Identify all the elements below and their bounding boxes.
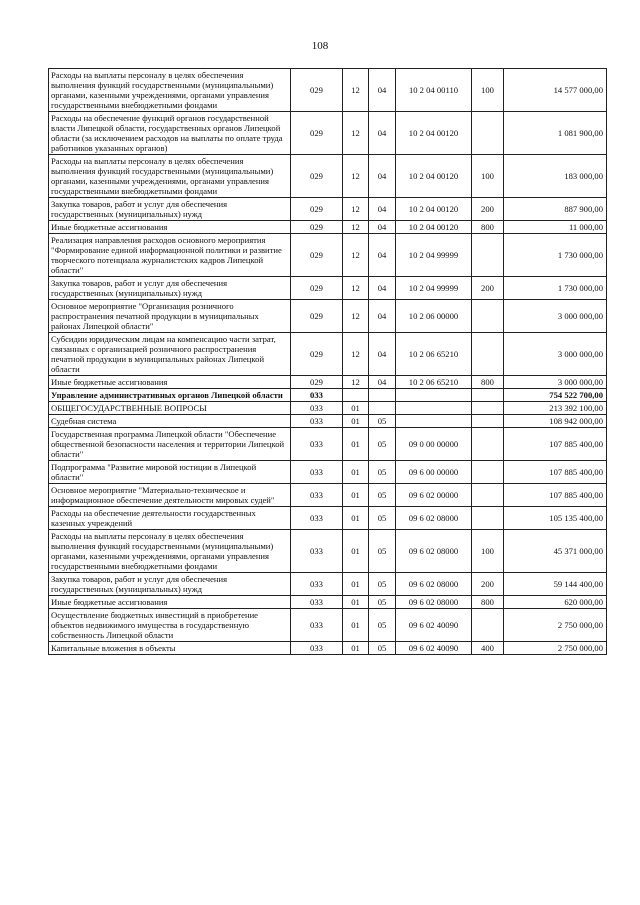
row-section-code-cell: 12 — [343, 234, 369, 277]
row-amount-cell: 3 000 000,00 — [504, 333, 607, 376]
row-expense-type-cell — [472, 415, 504, 428]
row-amount-cell: 107 885 400,00 — [504, 461, 607, 484]
row-section-code-cell: 01 — [343, 609, 369, 642]
row-amount-cell: 887 900,00 — [504, 198, 607, 221]
row-target-article-cell: 10 2 04 00120 — [396, 198, 472, 221]
row-name-cell: Основное мероприятие "Материально-техническое и информационное обеспечение деятельности мировых судей" — [49, 484, 291, 507]
table-row — [49, 461, 607, 484]
row-amount-cell: 108 942 000,00 — [504, 415, 607, 428]
row-section-code-cell: 01 — [343, 507, 369, 530]
row-section-code-cell: 01 — [343, 415, 369, 428]
row-subsection-code-cell: 04 — [369, 234, 396, 277]
row-amount-cell: 107 885 400,00 — [504, 428, 607, 461]
row-subsection-code-cell: 04 — [369, 333, 396, 376]
row-name-cell: Иные бюджетные ассигнования — [49, 596, 291, 609]
row-ministry-code-cell: 033 — [291, 507, 343, 530]
row-name-cell: Расходы на обеспечение функций органов государственной власти Липецкой области, государственных органов Липецкой области (за исключением расходов на выплаты по оплате труда работников указанных органов) — [49, 112, 291, 155]
row-ministry-code-cell: 033 — [291, 609, 343, 642]
row-expense-type-cell: 100 — [472, 530, 504, 573]
table-row — [49, 277, 607, 300]
row-target-article-cell: 09 0 00 00000 — [396, 428, 472, 461]
row-name-cell: Судебная система — [49, 415, 291, 428]
row-target-article-cell: 09 6 02 40090 — [396, 609, 472, 642]
table-row — [49, 642, 607, 655]
row-ministry-code-cell: 029 — [291, 277, 343, 300]
table-row — [49, 530, 607, 573]
row-expense-type-cell — [472, 484, 504, 507]
row-expense-type-cell: 200 — [472, 198, 504, 221]
row-subsection-code-cell — [369, 402, 396, 415]
row-ministry-code-cell: 029 — [291, 376, 343, 389]
row-name-cell: Иные бюджетные ассигнования — [49, 221, 291, 234]
row-section-code-cell: 12 — [343, 333, 369, 376]
row-subsection-code-cell: 04 — [369, 69, 396, 112]
row-ministry-code-cell: 029 — [291, 300, 343, 333]
table-row — [49, 300, 607, 333]
table-row — [49, 69, 607, 112]
row-subsection-code-cell: 05 — [369, 596, 396, 609]
row-subsection-code-cell: 05 — [369, 573, 396, 596]
table-row — [49, 155, 607, 198]
row-target-article-cell: 10 2 04 00110 — [396, 69, 472, 112]
row-subsection-code-cell: 05 — [369, 609, 396, 642]
row-amount-cell: 213 392 100,00 — [504, 402, 607, 415]
row-section-code-cell: 12 — [343, 112, 369, 155]
table-row — [49, 609, 607, 642]
row-expense-type-cell — [472, 300, 504, 333]
row-target-article-cell: 10 2 06 65210 — [396, 376, 472, 389]
row-ministry-code-cell: 033 — [291, 428, 343, 461]
row-amount-cell: 1 730 000,00 — [504, 234, 607, 277]
row-amount-cell: 107 885 400,00 — [504, 484, 607, 507]
row-expense-type-cell — [472, 609, 504, 642]
row-expense-type-cell — [472, 507, 504, 530]
page-number: 108 — [311, 40, 329, 52]
row-amount-cell: 620 000,00 — [504, 596, 607, 609]
row-name-cell: Закупка товаров, работ и услуг для обеспечения государственных (муниципальных) нужд — [49, 198, 291, 221]
table-row — [49, 112, 607, 155]
row-amount-cell: 1 730 000,00 — [504, 277, 607, 300]
row-expense-type-cell: 400 — [472, 642, 504, 655]
row-section-code-cell: 12 — [343, 277, 369, 300]
row-section-code-cell: 01 — [343, 402, 369, 415]
row-name-cell: ОБЩЕГОСУДАРСТВЕННЫЕ ВОПРОСЫ — [49, 402, 291, 415]
row-amount-cell: 105 135 400,00 — [504, 507, 607, 530]
table-row — [49, 596, 607, 609]
row-amount-cell: 754 522 700,00 — [504, 389, 607, 402]
row-subsection-code-cell: 04 — [369, 198, 396, 221]
row-subsection-code-cell: 05 — [369, 507, 396, 530]
table-row — [49, 198, 607, 221]
row-expense-type-cell: 800 — [472, 376, 504, 389]
table-row — [49, 234, 607, 277]
row-amount-cell: 14 577 000,00 — [504, 69, 607, 112]
row-expense-type-cell — [472, 234, 504, 277]
row-name-cell: Расходы на выплаты персоналу в целях обеспечения выполнения функций государственными (муниципальными) органами, казенными учреждениями, органами управления государственными внебюджетными фондами — [49, 69, 291, 112]
row-expense-type-cell — [472, 461, 504, 484]
row-target-article-cell — [396, 389, 472, 402]
row-name-cell: Осуществление бюджетных инвестиций в приобретение объектов недвижимого имущества в государственную собственность Липецкой области — [49, 609, 291, 642]
row-name-cell: Реализация направления расходов основного мероприятия "Формирование единой информационной политики и развитие творческого потенциала журналистских кадров Липецкой области" — [49, 234, 291, 277]
table-row — [49, 389, 607, 402]
row-ministry-code-cell: 033 — [291, 461, 343, 484]
row-name-cell: Основное мероприятие "Организация розничного распространения печатной продукции в муниципальных районах Липецкой области" — [49, 300, 291, 333]
row-ministry-code-cell: 033 — [291, 415, 343, 428]
row-ministry-code-cell: 033 — [291, 389, 343, 402]
row-section-code-cell: 12 — [343, 198, 369, 221]
row-section-code-cell: 12 — [343, 69, 369, 112]
row-amount-cell: 11 000,00 — [504, 221, 607, 234]
row-target-article-cell: 10 2 06 65210 — [396, 333, 472, 376]
row-subsection-code-cell: 05 — [369, 428, 396, 461]
row-subsection-code-cell: 05 — [369, 415, 396, 428]
row-subsection-code-cell: 04 — [369, 300, 396, 333]
row-target-article-cell: 10 2 04 99999 — [396, 234, 472, 277]
row-name-cell: Закупка товаров, работ и услуг для обеспечения государственных (муниципальных) нужд — [49, 277, 291, 300]
row-ministry-code-cell: 029 — [291, 333, 343, 376]
row-name-cell: Государственная программа Липецкой области "Обеспечение общественной безопасности населения и территории Липецкой области" — [49, 428, 291, 461]
row-section-code-cell: 01 — [343, 573, 369, 596]
table-row — [49, 507, 607, 530]
row-ministry-code-cell: 029 — [291, 112, 343, 155]
row-name-cell: Расходы на обеспечение деятельности государственных казенных учреждений — [49, 507, 291, 530]
row-amount-cell: 2 750 000,00 — [504, 609, 607, 642]
row-section-code-cell: 12 — [343, 376, 369, 389]
row-expense-type-cell: 100 — [472, 69, 504, 112]
row-ministry-code-cell: 029 — [291, 69, 343, 112]
row-target-article-cell: 10 2 04 00120 — [396, 155, 472, 198]
budget-table — [48, 68, 607, 655]
row-expense-type-cell: 800 — [472, 596, 504, 609]
row-target-article-cell: 09 6 02 08000 — [396, 573, 472, 596]
table-row — [49, 402, 607, 415]
row-expense-type-cell — [472, 428, 504, 461]
row-subsection-code-cell: 04 — [369, 221, 396, 234]
row-amount-cell: 1 081 900,00 — [504, 112, 607, 155]
row-section-code-cell: 12 — [343, 221, 369, 234]
table-row — [49, 415, 607, 428]
row-subsection-code-cell — [369, 389, 396, 402]
row-target-article-cell: 09 6 02 08000 — [396, 507, 472, 530]
row-target-article-cell: 10 2 04 00120 — [396, 112, 472, 155]
row-target-article-cell: 10 2 04 00120 — [396, 221, 472, 234]
row-section-code-cell: 12 — [343, 300, 369, 333]
row-name-cell: Подпрограмма "Развитие мировой юстиции в Липецкой области" — [49, 461, 291, 484]
row-target-article-cell — [396, 415, 472, 428]
table-row — [49, 428, 607, 461]
row-target-article-cell: 09 6 00 00000 — [396, 461, 472, 484]
row-section-code-cell: 01 — [343, 484, 369, 507]
row-section-code-cell: 12 — [343, 155, 369, 198]
table-row — [49, 484, 607, 507]
row-section-code-cell: 01 — [343, 428, 369, 461]
row-ministry-code-cell: 033 — [291, 642, 343, 655]
row-section-code-cell: 01 — [343, 642, 369, 655]
table-row — [49, 376, 607, 389]
row-ministry-code-cell: 033 — [291, 402, 343, 415]
row-target-article-cell: 09 6 02 00000 — [396, 484, 472, 507]
row-ministry-code-cell: 033 — [291, 596, 343, 609]
row-target-article-cell: 09 6 02 08000 — [396, 596, 472, 609]
row-expense-type-cell: 100 — [472, 155, 504, 198]
table-row — [49, 221, 607, 234]
row-ministry-code-cell: 033 — [291, 484, 343, 507]
row-amount-cell: 45 371 000,00 — [504, 530, 607, 573]
row-expense-type-cell: 800 — [472, 221, 504, 234]
row-subsection-code-cell: 04 — [369, 277, 396, 300]
row-target-article-cell: 09 6 02 08000 — [396, 530, 472, 573]
row-amount-cell: 183 000,00 — [504, 155, 607, 198]
row-ministry-code-cell: 033 — [291, 573, 343, 596]
table-row — [49, 333, 607, 376]
row-section-code-cell — [343, 389, 369, 402]
row-subsection-code-cell: 05 — [369, 642, 396, 655]
row-target-article-cell: 09 6 02 40090 — [396, 642, 472, 655]
row-section-code-cell: 01 — [343, 461, 369, 484]
row-amount-cell: 2 750 000,00 — [504, 642, 607, 655]
row-subsection-code-cell: 05 — [369, 484, 396, 507]
row-amount-cell: 3 000 000,00 — [504, 376, 607, 389]
row-subsection-code-cell: 04 — [369, 112, 396, 155]
row-name-cell: Расходы на выплаты персоналу в целях обеспечения выполнения функций государственными (муниципальными) органами, казенными учреждениями, органами управления государственными внебюджетными фондами — [49, 530, 291, 573]
row-target-article-cell: 10 2 04 99999 — [396, 277, 472, 300]
row-ministry-code-cell: 033 — [291, 530, 343, 573]
row-amount-cell: 59 144 400,00 — [504, 573, 607, 596]
row-subsection-code-cell: 05 — [369, 461, 396, 484]
row-subsection-code-cell: 04 — [369, 376, 396, 389]
row-subsection-code-cell: 04 — [369, 155, 396, 198]
row-expense-type-cell — [472, 112, 504, 155]
row-ministry-code-cell: 029 — [291, 198, 343, 221]
row-expense-type-cell: 200 — [472, 277, 504, 300]
row-name-cell: Расходы на выплаты персоналу в целях обеспечения выполнения функций государственными (муниципальными) органами, казенными учреждениями, органами управления государственными внебюджетными фондами — [49, 155, 291, 198]
row-name-cell: Капитальные вложения в объекты — [49, 642, 291, 655]
row-expense-type-cell — [472, 402, 504, 415]
budget-table-body — [49, 69, 607, 655]
row-target-article-cell: 10 2 06 00000 — [396, 300, 472, 333]
row-name-cell: Субсидии юридическим лицам на компенсацию части затрат, связанных с организацией розничного распространения печатной продукции в муниципальных районах Липецкой области — [49, 333, 291, 376]
row-target-article-cell — [396, 402, 472, 415]
row-amount-cell: 3 000 000,00 — [504, 300, 607, 333]
row-name-cell: Управление административных органов Липецкой области — [49, 389, 291, 402]
row-name-cell: Иные бюджетные ассигнования — [49, 376, 291, 389]
row-ministry-code-cell: 029 — [291, 221, 343, 234]
table-row — [49, 573, 607, 596]
row-ministry-code-cell: 029 — [291, 155, 343, 198]
row-expense-type-cell: 200 — [472, 573, 504, 596]
row-section-code-cell: 01 — [343, 530, 369, 573]
row-expense-type-cell — [472, 389, 504, 402]
row-name-cell: Закупка товаров, работ и услуг для обеспечения государственных (муниципальных) нужд — [49, 573, 291, 596]
row-subsection-code-cell: 05 — [369, 530, 396, 573]
row-expense-type-cell — [472, 333, 504, 376]
row-section-code-cell: 01 — [343, 596, 369, 609]
row-ministry-code-cell: 029 — [291, 234, 343, 277]
